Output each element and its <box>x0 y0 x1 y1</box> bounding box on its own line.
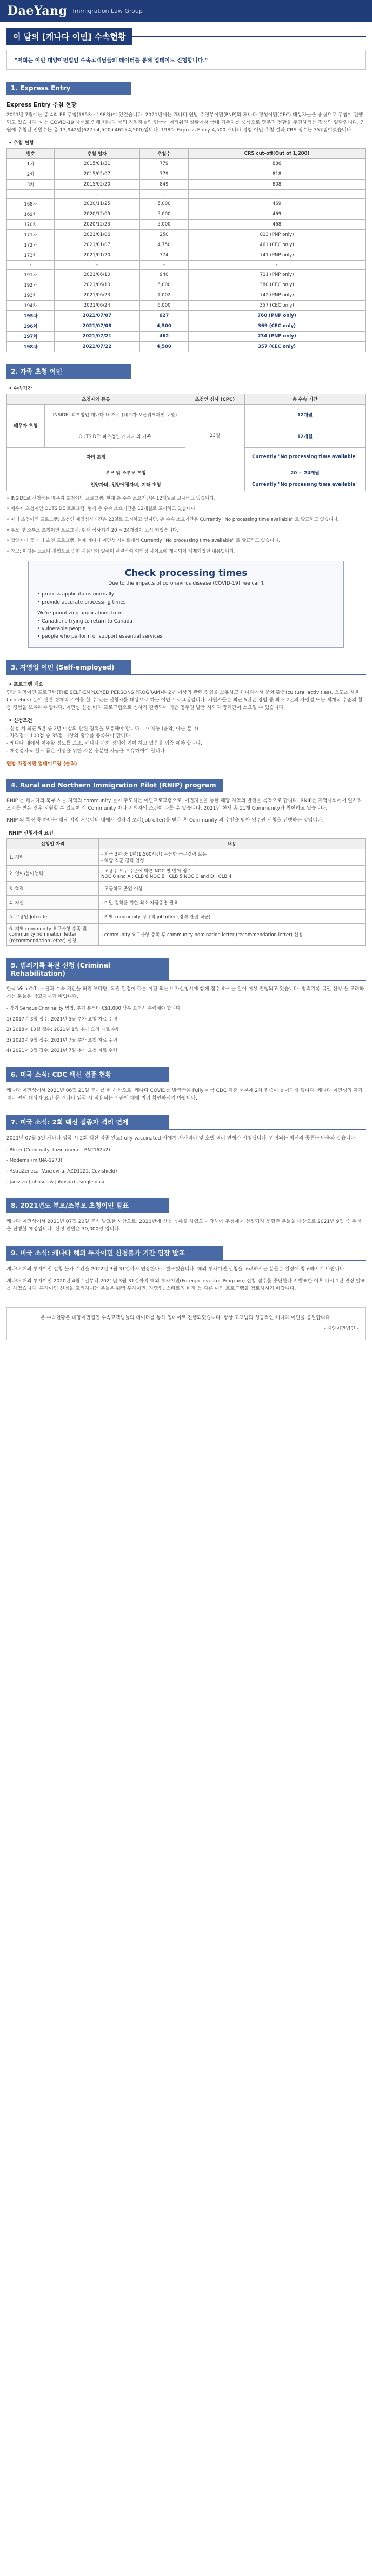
table-row <box>7 300 366 310</box>
table-row <box>7 882 366 896</box>
section-heading: 4. Rural and Northern Immigration Pilot (RNIP) program <box>6 779 223 792</box>
section-body: - 신청 서 최근 5년 중 2년 이상의 관련 경력을 보유해야 합니다. - 예체능 (음악, 예술 분야) - 자격점수 100점 중 35점 이상의 점수를 충족해야 합니다. - 캐나다 내에서 이주할 정도를 보조, 캐나다 사회 경제에 기여 하고 있음을 입증 해야 합니다. - 재정정자료 힐도 품은 사업을 위한 자본 충분한 자금을 보유하여야 합니다. <box>6 726 203 754</box>
notice-title: Check processing times <box>124 568 248 579</box>
table-cell: 2021/07/21 <box>55 331 140 341</box>
section-body: 캐나다 해외 투자이민 신청 불가 기간을 2022년 3월 31일까지 연장한다고 발표했습니다. 해외 투자이민 신청을 고려하시는 분들은 일정에 참고하시기 바랍니다. <box>6 1267 346 1272</box>
table-row <box>7 179 366 189</box>
table-row <box>7 341 366 352</box>
table-cell: 20 ~ 24개월 <box>244 467 365 479</box>
table-cell: 6. 지역 community 요구사항 충족 및 community nomination letter (recommendation letter) 신청 <box>7 924 99 946</box>
list-item: - Moderna (mRNA-1273) <box>6 1158 63 1164</box>
investor-section <box>6 1246 366 1293</box>
section-heading: 7. 미국 소식: 2회 백신 접종자 격리 면제 <box>6 1115 169 1129</box>
footer-signature: - 대양이민법인 - <box>323 1326 358 1332</box>
ee-table-body <box>7 158 366 352</box>
table-cell: 부모 및 조부모 초청 <box>7 467 245 479</box>
table-row <box>7 924 366 946</box>
table-cell: 741 (PNP only) <box>189 250 366 260</box>
table-cell: 2021/01/06 <box>55 229 140 240</box>
table-header: 추첨수 <box>140 148 188 158</box>
table-cell: - 최근 3년 중 1년(1,560시간) 동등한 근무경력 보유 - 해당 직군 경력 인정 <box>99 849 366 866</box>
page-banner <box>6 27 366 45</box>
table-row <box>7 849 366 866</box>
table-row <box>7 240 366 250</box>
table-cell: 369 (CEC only) <box>189 321 366 331</box>
section-body: 연방 자영이민 프로그램(THE SELF-EMPLOYED PERSONS PROGRAM)은 2년 이상의 관련 경험을 보유하고 캐나다에서 문화 활동(cultural activities), 스포츠 체육(athletics) 분야 관련 경제적 기여를 할 수 있는 신청자를 대상으로 하는 이민 프로그램입니다. 지원자들은 최근 5년간 경험 중 최소 2년의 자영업 또는 세계적 수준의 활동 경험을 보유해야 합니다. 이민성 신청 비자 프로그램으로 심사가 진행되며 최종 영주권 발급 시까지 장기간이 소요될 수 있습니다. <box>6 690 363 711</box>
table-cell: 813 (PNP only) <box>189 229 366 240</box>
table-cell: 5. 고용인 Job offer <box>7 910 99 924</box>
notice-list <box>37 591 335 640</box>
processing-times-notice <box>28 561 344 647</box>
note-item: • 부모 및 조부모 초청이민 프로그램: 현재 심사기간 20 ~ 24개월이 고시 되었습니다. <box>6 527 179 533</box>
table-cell: 입양자녀, 입양예정자녀, 기타 초청 <box>7 479 245 491</box>
table-cell: 779 <box>140 169 188 179</box>
table-cell: 4,500 <box>140 321 188 331</box>
notice-item: • Canadians trying to return to Canada <box>37 618 132 624</box>
table-row <box>7 219 366 229</box>
list-item: 2) 2018년 10월 접수: 2021년 1월 추가 요청 자료 수령 <box>6 1027 121 1033</box>
table-cell: - <box>140 189 188 198</box>
table-cell: 192차 <box>7 280 55 290</box>
table-row <box>7 310 366 321</box>
notice-item: • process applications normally <box>37 592 115 598</box>
table-cell: 849 <box>140 179 188 189</box>
table-cell: 3차 <box>7 179 55 189</box>
table-cell: 2021/01/07 <box>55 240 140 250</box>
table-cell: INSIDE: 피초청인 캐나다 내 거주 (배우자 오픈워크퍼밋 포함) <box>45 404 185 426</box>
table-cell: 193차 <box>7 290 55 300</box>
footer-box <box>6 1307 366 1340</box>
table-cell: 380 (CEC only) <box>189 280 366 290</box>
table-cell: - <box>55 189 140 198</box>
family-notes <box>6 495 366 556</box>
table-cell: 2020/12/09 <box>55 209 140 219</box>
table-row <box>7 479 366 491</box>
table-cell: 742 (PNP only) <box>189 290 366 300</box>
list-item: 1) 2017년 3월 접수: 2021년 5월 추가 요청 자료 수령 <box>6 1016 117 1022</box>
note-item: • 입양자녀 등 기타 초청 프로그램: 현재 캐나다 이민성 사이트에서 Currently "No processing time available" 로 발표하고 있습니다. <box>6 538 280 544</box>
table-row <box>7 209 366 219</box>
table-row <box>7 189 366 198</box>
section-body: 2021년 07월 5일 캐나다 입국 시 2회 백신 접종 완료(fully vaccinated)자에게 자가격리 및 호텔 격리 면제가 시행됩니다. 인정되는 백신의 종류는 다음과 같습니다. <box>6 1135 357 1141</box>
table-cell: 2021/07/07 <box>55 310 140 321</box>
table-cell: 169차 <box>7 209 55 219</box>
table-cell: - <box>140 260 188 269</box>
section-heading: 8. 2021년도 부모/조부모 초청이민 발표 <box>6 1198 169 1213</box>
table-cell: 2021/07/22 <box>55 341 140 352</box>
table-cell: 1,002 <box>140 290 188 300</box>
section-body: RNIP 의 특징 중 하나는 해당 지역 커뮤니티 내에서 일자리 오퍼(Job offer)를 받은 후 Community 의 추천을 받아 영주권 신청을 진행하는 것입니다. <box>6 818 324 824</box>
section-body: RNIP 는 캐나다의 북부 시골 지역의 community 들이 주도하는 이민프로그램으로, 이민자들을 통한 해당 지역의 발전을 목적으로 합니다. RNIP는 지역사회에서 일자리 오퍼를 받은 경우 지원할 수 있으며 각 Community 마다 지원자의 조건이 다를 수 있습니다. 2021년 현재 총 11개 Community가 참여하고 있습니다. <box>6 798 362 812</box>
table-row <box>7 260 366 269</box>
table-cell: 2. 영어/불어능력 <box>7 866 99 882</box>
table-cell: 2015/01/31 <box>55 158 140 169</box>
table-cell: 940 <box>140 269 188 280</box>
table-cell: 4. 자산 <box>7 896 99 910</box>
table-cell: 818 <box>189 169 366 179</box>
notice-item: • vulnerable people <box>37 626 86 632</box>
table-row <box>7 158 366 169</box>
bullet-label: • 수속기간 <box>9 386 32 392</box>
table-row <box>7 290 366 300</box>
notice-label: We're prioritizing applications from <box>37 611 123 617</box>
table-cell: 173차 <box>7 250 55 260</box>
table-row <box>7 250 366 260</box>
table-cell: 2021/07/08 <box>55 321 140 331</box>
table-cell: 2015/02/20 <box>55 179 140 189</box>
table-cell: 5,000 <box>140 198 188 209</box>
table-cell: 886 <box>189 158 366 169</box>
footer-text: 본 수속현황은 대양이민법인 수속고객님들의 데이터를 통해 업데이트 진행되었습니다. 항상 고객님의 성공적인 캐나다 이민을 응원합니다. <box>40 1315 332 1321</box>
section-divider <box>6 1260 366 1261</box>
section-body: 한국 Visa Office 불과 수속 기간을 허인 보다면, 복권 일정이 다른 이전 외는 비자신청시에 함께 접수 하시는 일이 이상 진행되고 있습니다. 범죄기록 복권 신청 을 고려하시는 분들은 참고하시기 바랍니다. <box>6 986 364 1000</box>
page-title: 이 달의 [캐나다 이민] 수속현황 <box>6 28 132 45</box>
table-row <box>7 269 366 280</box>
table-cell: 4,750 <box>140 240 188 250</box>
rnip-requirements-table <box>6 838 366 946</box>
bullet-label: • 프로그램 개요 <box>9 681 44 687</box>
table-cell: 171차 <box>7 229 55 240</box>
notice-item: • people who perform or support essential services <box>37 634 163 640</box>
vaccine-list <box>6 1147 366 1186</box>
note-item: • 참고: 이래는 코로나 질병으로 인한 사용님이 일해이 관련하여 이민성 사이트에 게시되어 게재되었던 내용입니다. <box>6 548 236 554</box>
section-body: 캐나다 이민성에서 2021년 06월 21일 공시를 한 사항으로, 캐나다 COVID를 발급받은 Fully 미국 CDC 기준 서론에 2차 접종이 들어가게 됩니다. 캐나다 이민성의 자가 격리 면제 대상자 요건 등 캐나다 입국 시 적용되는 기준에 대해 미리 확인하시기 바랍니다. <box>6 1088 363 1101</box>
list-item: - 장기 Serious Criminality 범법, 추가 분석비 C$1,000 남부 요청시 수령해야 합니다. <box>6 1005 182 1011</box>
table-cell: 198차 <box>7 341 55 352</box>
table-cell: 469 <box>189 198 366 209</box>
table-header: 내용 <box>99 839 366 849</box>
criminal-list <box>6 1005 366 1055</box>
family-sponsorship-section <box>6 364 366 648</box>
table-cell: - 고등학교 졸업 이상 <box>99 882 366 896</box>
table-cell: 374 <box>140 250 188 260</box>
section-body: 캐나다 해외 투자이민 2020년 4월 1일부터 2021년 3월 31일까지 해외 투자이민(Foreign Investor Program) 신청 접수를 중단한다고 발표한 이후 다시 1년 연장 발표를 하였습니다. 투자이민 신청을 고려하시는 분들은 퀘벡 투자이민, 자영업, 스타트업 비자 등 다른 이민 프로그램을 검토하시기 바랍니다. <box>6 1278 366 1292</box>
table-cell: 2020/11/25 <box>55 198 140 209</box>
table-cell: 자녀 초청 <box>7 447 185 467</box>
cdc-section <box>6 1067 366 1103</box>
ee-draw-table <box>6 148 366 352</box>
table-cell: 2020/12/23 <box>55 219 140 229</box>
table-row <box>7 910 366 924</box>
table-cell: 168차 <box>7 198 55 209</box>
table-cell: 170차 <box>7 219 55 229</box>
table-header: 초청인 심사 (CPC) <box>185 394 244 404</box>
note-item: • 자녀 초청이민 프로그램: 초청인 재정심사기간은 23일로 고시하고 있지만, 총 수속 소요기간은 Currently "No processing time available" 로 발표하고 있습니다. <box>6 517 340 522</box>
table-cell: - <box>189 189 366 198</box>
table-cell: 12개월 <box>244 404 365 426</box>
rnip-section <box>6 779 366 946</box>
section-heading: 2. 가족 초청 이민 <box>6 364 131 379</box>
table-cell: 808 <box>189 179 366 189</box>
list-item: - Janssen (Johnson & Johnson) - single dose <box>6 1179 106 1185</box>
section-body: 캐나다 이민성에서 2021년 07월 20일 공식 발표한 사항으로, 2020년에 신청 등록을 하였으나 당해에 추첨에서 선정되지 못했던 분들을 대상으로 2021년 9월 중 추첨을 진행할 예정입니다. 선정 인원은 30,000명 입니다. <box>6 1219 361 1233</box>
table-cell: 23일 <box>185 404 244 467</box>
bullet-label: • 추첨 현황 <box>9 140 34 146</box>
table-cell: 627 <box>140 310 188 321</box>
table-cell: - 이민 정착을 위한 최소 자금증명 필요 <box>99 896 366 910</box>
table-cell: 194차 <box>7 300 55 310</box>
table-header: 신청인 자격 <box>7 839 99 849</box>
company-subtitle: Immigration Law Group <box>72 7 143 15</box>
table-cell: 357 (CEC only) <box>189 341 366 352</box>
list-item: - AstraZeneca (Vaxzevria, AZD1222, Covishield) <box>6 1168 117 1174</box>
table-cell: - 고용주 요구 수준에 따른 NOC 별 언어 점수 NOC 0 and A : CLB 6 NOC B : CLB 5 NOC C and D : CLB 4 <box>99 866 366 882</box>
list-item: 4) 2021년 3월 접수: 2021년 7월 추가 요청 자료 수령 <box>6 1048 117 1054</box>
table-cell: 2021/06/23 <box>55 290 140 300</box>
table-cell: 191차 <box>7 269 55 280</box>
family-processing-table <box>6 394 366 491</box>
table-header: 총 수속 기간 <box>244 394 365 404</box>
table-cell: 711 (PNP only) <box>189 269 366 280</box>
banner-divider <box>132 36 366 37</box>
section-divider <box>6 980 366 981</box>
header-bar <box>0 0 372 22</box>
section-heading: 6. 미국 소식: CDC 백신 접종 현황 <box>6 1067 169 1082</box>
notice-subtitle: Due to the impacts of coronavirus disease (COVID-19), we can't <box>108 581 264 587</box>
table-header: 추첨 일자 <box>55 148 140 158</box>
note-item: • INSIDE로 신청하는 배우자 초청이민 프로그램: 현재 총 수속 소요기간은 12개월로 고시하고 있습니다. <box>6 495 216 501</box>
note-item: • 배우자 초청이민 OUTSIDE 프로그램: 현재 총 수속 소요기간은 12개월로 고시하고 있습니다. <box>6 506 197 512</box>
table-cell: - <box>7 189 55 198</box>
section-heading: 5. 범죄기록 복권 신청 (Criminal Rehabilitation) <box>6 958 169 980</box>
table-cell: - <box>189 260 366 269</box>
vaccine-section <box>6 1115 366 1186</box>
table-cell: 2021/06/10 <box>55 269 140 280</box>
bullet-label: RNIP 신청자격 요건 <box>9 831 54 837</box>
table-cell: 172차 <box>7 240 55 250</box>
table-cell: 469 <box>189 209 366 219</box>
table-cell: - community 요구사항 충족 후 community nomination letter (recommendation letter) 신청 <box>99 924 366 946</box>
section-heading: 1. Express Entry <box>6 82 131 95</box>
parents-sponsorship-section <box>6 1198 366 1234</box>
table-cell: - <box>55 260 140 269</box>
table-row <box>7 169 366 179</box>
table-cell: 1. 경력 <box>7 849 99 866</box>
section-heading: 3. 자영업 이민 (Self-employed) <box>6 660 131 674</box>
notice-item: • provide accurate processing times <box>37 599 126 605</box>
table-cell: 6,000 <box>140 280 188 290</box>
list-item: 3) 2020년 9월 접수: 2021년 7월 추가 요청 자료 수령 <box>6 1037 117 1043</box>
table-cell: 357 (CEC only) <box>189 300 366 310</box>
section-subtitle: Express Entry 추첨 현황 <box>6 102 77 108</box>
table-cell: 461 (CEC only) <box>189 240 366 250</box>
express-entry-section <box>6 82 366 352</box>
table-header: 번호 <box>7 148 55 158</box>
self-employed-section <box>6 660 366 767</box>
table-cell: 6,000 <box>140 300 188 310</box>
table-row <box>7 280 366 290</box>
table-cell: 250 <box>140 229 188 240</box>
table-cell: 196차 <box>7 321 55 331</box>
table-row <box>7 467 366 479</box>
table-row <box>7 866 366 882</box>
table-cell: 2021/01/20 <box>55 250 140 260</box>
section-body: 2021년 7월에는 총 4회 EE 추첨(195차~198차)이 있었습니다. 2021년에는 캐나다 연방 주정부이민(PNP)와 캐나다 경험이민(CEC) 대상자들을 중심으로 추첨이 진행되고 있습니다. 이는 COVID-19 사태로 인해 캐나다 국외 지원자들의 입국이 어려워진 상황에서 국내 거주자를 중심으로 영주권 전환을 추진하려는 정책의 일환입니다. 7월에 추첨된 인원수는 총 13,942명(627+4,500+462+4,500)입니다. 198차 Express Entry 4,500 캐나다 경험 이민 추첨 결과 CRS 점수는 357점이었습니다. <box>6 112 364 133</box>
table-cell: 197차 <box>7 331 55 341</box>
table-cell: 734 (PNP only) <box>189 331 366 341</box>
table-cell: Currently "No processing time available" <box>244 447 365 467</box>
rnip-table-body <box>7 849 366 946</box>
table-cell: 760 (PNP only) <box>189 310 366 321</box>
table-cell: OUTSIDE: 피초청인 캐나다 외 거주 <box>45 426 185 447</box>
table-row <box>7 331 366 341</box>
section-divider <box>6 1129 366 1130</box>
table-cell: 2021/06/24 <box>55 300 140 310</box>
company-logo: DaeYang <box>8 4 68 18</box>
table-header: CRS cut-off(Out of 1,200) <box>189 148 366 158</box>
table-cell: 12개월 <box>244 426 365 447</box>
table-cell: - 지역 community 정규직 job offer (경력 관련 직군) <box>99 910 366 924</box>
self-employed-link[interactable]: 연방 자영이민 업데이트랑 (클릭) <box>6 761 77 767</box>
table-cell: 2021/06/10 <box>55 280 140 290</box>
table-cell: Currently "No processing time available" <box>244 479 365 491</box>
table-row <box>7 229 366 240</box>
intro-box <box>6 50 366 70</box>
section-heading: 9. 미국 소식: 캐나다 해외 투자이민 신청불가 기간 연장 발표 <box>6 1246 223 1260</box>
table-cell: 195차 <box>7 310 55 321</box>
table-cell: 배우자 초청 <box>7 404 45 447</box>
table-cell: - <box>7 260 55 269</box>
table-cell: 1차 <box>7 158 55 169</box>
table-cell: 462 <box>140 331 188 341</box>
criminal-rehab-section <box>6 958 366 1055</box>
table-header: 초청자와 종류 <box>7 394 185 404</box>
table-cell: 2차 <box>7 169 55 179</box>
table-row <box>7 404 366 426</box>
table-cell: 3. 학력 <box>7 882 99 896</box>
table-row <box>7 896 366 910</box>
table-cell: 2015/02/07 <box>55 169 140 179</box>
bullet-label: • 신청조건 <box>9 718 32 724</box>
list-item: - Pfizer (Comirnaty, tozinameran, BNT162b2) <box>6 1147 110 1153</box>
table-cell: 468 <box>189 219 366 229</box>
table-cell: 5,000 <box>140 219 188 229</box>
table-row <box>7 321 366 331</box>
table-cell: 4,500 <box>140 341 188 352</box>
intro-text: "저희는 이번 대양이민법인 수속고객님들의 데이터를 통해 업데이트 진행합니다." <box>15 58 208 64</box>
section-divider <box>6 674 366 675</box>
table-cell: 5,000 <box>140 209 188 219</box>
table-row <box>7 198 366 209</box>
table-cell: 779 <box>140 158 188 169</box>
